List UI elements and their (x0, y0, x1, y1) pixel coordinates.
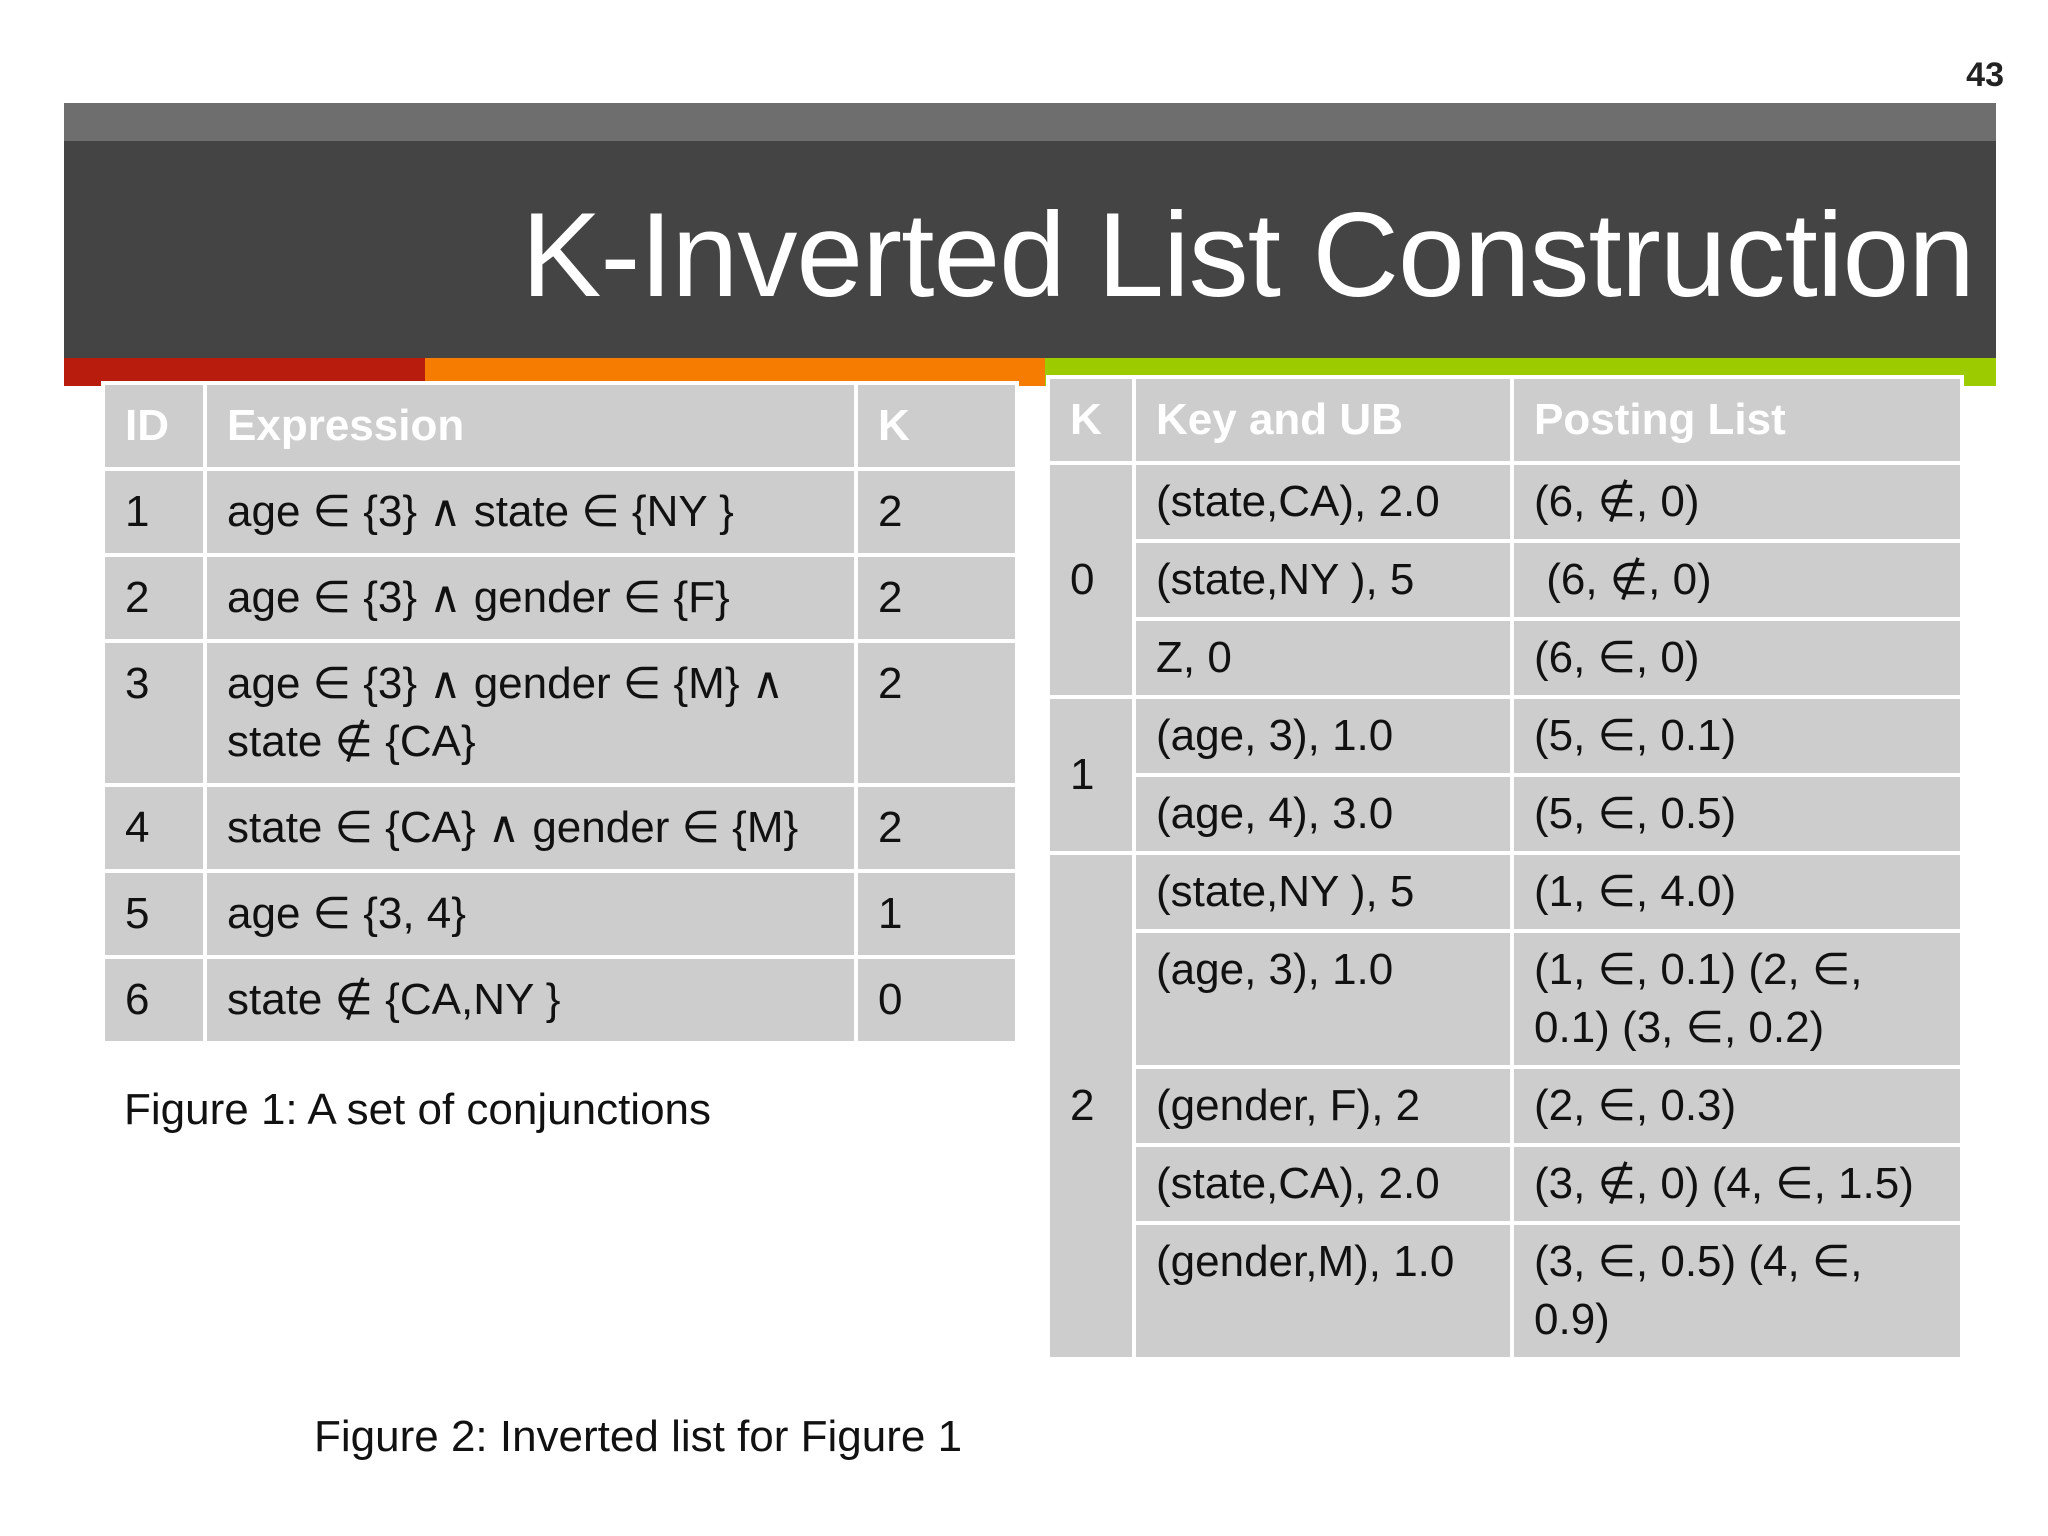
column-header-key-and-ub: Key and UB (1134, 377, 1512, 463)
id-cell: 6 (103, 957, 205, 1043)
table-row (1048, 775, 1962, 853)
k-group-cell: 2 (1048, 853, 1134, 1359)
table-row (1048, 853, 1962, 931)
inverted-list-table-body (1048, 463, 1962, 1359)
id-cell: 5 (103, 871, 205, 957)
table-row (103, 957, 1017, 1043)
posting-list-cell: (1, ∈, 0.1) (2, ∈, 0.1) (3, ∈, 0.2) (1512, 931, 1962, 1067)
column-header-k: K (856, 383, 1017, 469)
posting-list-cell: (6, ∈, 0) (1512, 619, 1962, 697)
key-and-ub-cell: Z, 0 (1134, 619, 1512, 697)
table-row (1048, 619, 1962, 697)
title-bar (64, 141, 1996, 358)
posting-list-cell: (1, ∈, 4.0) (1512, 853, 1962, 931)
id-cell: 1 (103, 469, 205, 555)
table-row (103, 871, 1017, 957)
k-cell: 0 (856, 957, 1017, 1043)
key-and-ub-cell: (age, 3), 1.0 (1134, 697, 1512, 775)
expression-cell: age ∈ {3} ∧ state ∈ {NY } (205, 469, 856, 555)
table-row (1048, 697, 1962, 775)
table-row (103, 785, 1017, 871)
id-cell: 4 (103, 785, 205, 871)
expression-cell: age ∈ {3} ∧ gender ∈ {M} ∧ state ∉ {CA} (205, 641, 856, 785)
column-header-expression: Expression (205, 383, 856, 469)
page-number: 43 (1966, 56, 2004, 94)
key-and-ub-cell: (state,CA), 2.0 (1134, 1145, 1512, 1223)
figure-1-caption: Figure 1: A set of conjunctions (124, 1085, 712, 1134)
conjunctions-table (101, 381, 1019, 1045)
inverted-list-table (1046, 375, 1964, 1361)
k-group-cell: 1 (1048, 697, 1134, 853)
conjunctions-table-body (103, 469, 1017, 1043)
table-row (1048, 541, 1962, 619)
key-and-ub-cell: (state,NY ), 5 (1134, 541, 1512, 619)
slide-title: K-Inverted List Construction (521, 188, 1974, 322)
table-row (103, 469, 1017, 555)
posting-list-cell: (5, ∈, 0.5) (1512, 775, 1962, 853)
table-row (1048, 931, 1962, 1067)
table-header-row (103, 383, 1017, 469)
table-header-row (1048, 377, 1962, 463)
table-row (1048, 1145, 1962, 1223)
k-cell: 1 (856, 871, 1017, 957)
table-row (1048, 1067, 1962, 1145)
expression-cell: age ∈ {3} ∧ gender ∈ {F} (205, 555, 856, 641)
key-and-ub-cell: (gender, F), 2 (1134, 1067, 1512, 1145)
expression-cell: state ∉ {CA,NY } (205, 957, 856, 1043)
posting-list-cell: (5, ∈, 0.1) (1512, 697, 1962, 775)
expression-cell: age ∈ {3, 4} (205, 871, 856, 957)
figure-2-caption: Figure 2: Inverted list for Figure 1 (314, 1412, 963, 1461)
table-row (1048, 463, 1962, 541)
column-header-id: ID (103, 383, 205, 469)
k-cell: 2 (856, 555, 1017, 641)
expression-cell: state ∈ {CA} ∧ gender ∈ {M} (205, 785, 856, 871)
posting-list-cell: (3, ∉, 0) (4, ∈, 1.5) (1512, 1145, 1962, 1223)
table-row (103, 555, 1017, 641)
posting-list-cell: (3, ∈, 0.5) (4, ∈, 0.9) (1512, 1223, 1962, 1359)
table-row (103, 641, 1017, 785)
k-cell: 2 (856, 469, 1017, 555)
k-cell: 2 (856, 785, 1017, 871)
key-and-ub-cell: (gender,M), 1.0 (1134, 1223, 1512, 1359)
id-cell: 2 (103, 555, 205, 641)
key-and-ub-cell: (state,NY ), 5 (1134, 853, 1512, 931)
table-row (1048, 1223, 1962, 1359)
column-header-k: K (1048, 377, 1134, 463)
key-and-ub-cell: (state,CA), 2.0 (1134, 463, 1512, 541)
posting-list-cell: (2, ∈, 0.3) (1512, 1067, 1962, 1145)
k-group-cell: 0 (1048, 463, 1134, 697)
column-header-posting-list: Posting List (1512, 377, 1962, 463)
key-and-ub-cell: (age, 4), 3.0 (1134, 775, 1512, 853)
posting-list-cell: (6, ∉, 0) (1512, 541, 1962, 619)
k-cell: 2 (856, 641, 1017, 785)
id-cell: 3 (103, 641, 205, 785)
title-bar-top-band (64, 103, 1996, 141)
posting-list-cell: (6, ∉, 0) (1512, 463, 1962, 541)
key-and-ub-cell: (age, 3), 1.0 (1134, 931, 1512, 1067)
